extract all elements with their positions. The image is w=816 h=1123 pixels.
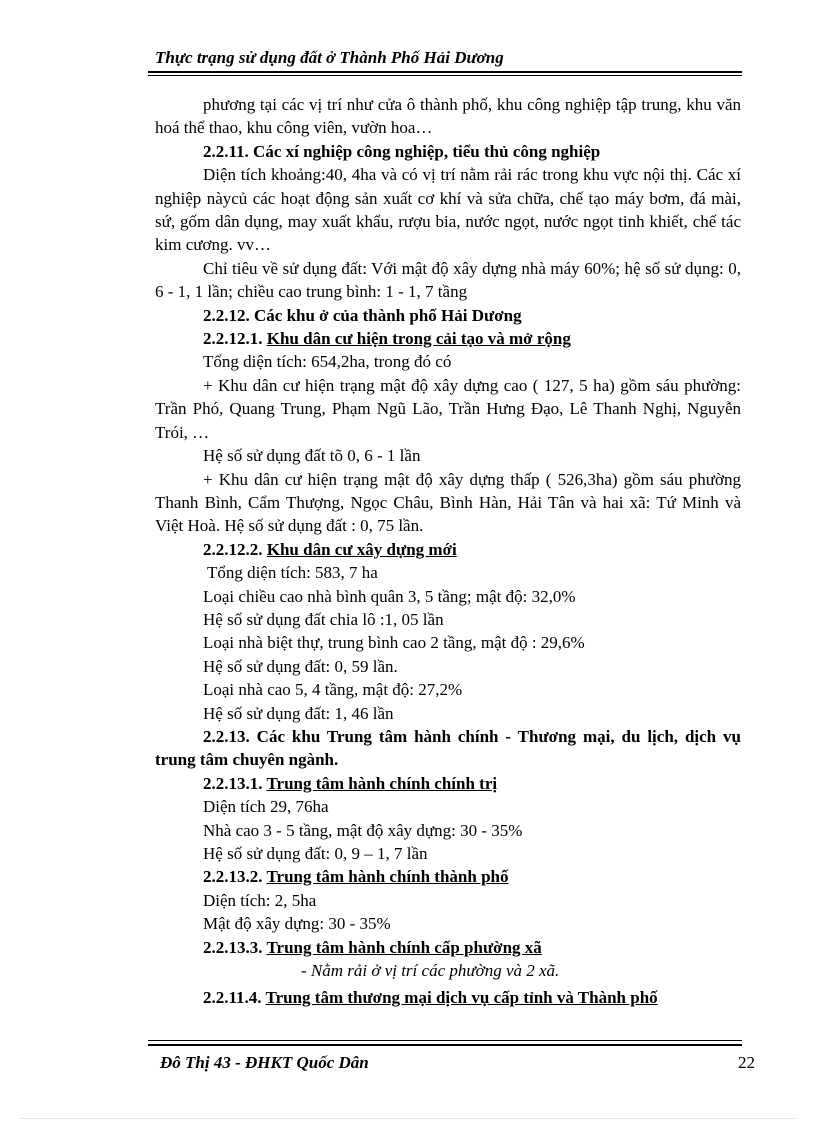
footer-rule-bottom — [148, 1044, 742, 1046]
section-heading: 2.2.11. Các xí nghiệp công nghiệp, tiểu thủ công nghiệp — [203, 141, 601, 161]
paragraph: Hệ số sử dụng đất chia lô :1, 05 lần — [203, 609, 444, 629]
page-body — [155, 93, 741, 1010]
section-heading: 2.2.13. Các khu Trung tâm hành chính - Thương mại, du lịch, dịch vụ trung tâm chuyên ngành. — [155, 726, 741, 770]
paragraph: + Khu dân cư hiện trạng mật độ xây dựng cao ( 127, 5 ha) gồm sáu phường: Trần Phó, Quang Trung, Phạm Ngũ Lão, Trần Hưng Đạo, Lê Thanh Nghị, Nguyễn Trói, … — [155, 375, 741, 442]
subsection-heading — [155, 538, 741, 561]
heading-number: 2.2.12.2. — [203, 539, 263, 559]
paragraph: Loại nhà cao 5, 4 tầng, mật độ: 27,2% — [203, 680, 463, 700]
paragraph: Hệ số sử dụng đất: 0, 59 lần. — [203, 656, 398, 676]
heading-number: 2.2.11.4. — [203, 988, 262, 1008]
heading-number: 2.2.12.1. — [203, 329, 263, 349]
paragraph: Diện tích: 2, 5ha — [203, 890, 317, 910]
subsection-heading — [155, 986, 741, 1009]
paragraph: Loại nhà biệt thự, trung bình cao 2 tầng, mật độ : 29,6% — [203, 633, 585, 653]
heading-text: Khu dân cư xây dựng mới — [266, 539, 457, 559]
paragraph: Chỉ tiêu về sử dụng đất: Với mật độ xây dựng nhà máy 60%; hệ số sử dụng: 0, 6 - 1, 1 lần; chiều cao trung bình: 1 - 1, 7 tầng — [155, 258, 741, 302]
heading-text: Trung tâm hành chính thành phố — [266, 867, 509, 887]
section-heading: 2.2.12. Các khu ở của thành phố Hải Dương — [203, 305, 522, 325]
heading-text: Trung tâm thương mại dịch vụ cấp tỉnh và Thành phố — [265, 988, 658, 1008]
paragraph: Tổng diện tích: 654,2ha, trong đó có — [203, 352, 452, 372]
paragraph: Diện tích khoảng:40, 4ha và có vị trí nằm rải rác trong khu vực nội thị. Các xí nghiệp nàycủ các hoạt động sản xuất cơ khí và sửa chữa, chế tạo máy bơm, đá mài, sứ, gốm dân dụng, may xuất khẩu, rượu bia, nước ngọt, nước ngọt tinh khiết, chế tác kim cương. vv… — [155, 165, 741, 255]
heading-text: Trung tâm hành chính chính trị — [266, 773, 498, 793]
paragraph: Mật độ xây dựng: 30 - 35% — [203, 914, 391, 934]
paragraph: Hệ số sử dụng đất: 1, 46 lần — [203, 703, 394, 723]
subsection-heading — [155, 936, 741, 959]
paragraph: phương tại các vị trí như cửa ô thành phố, khu công nghiệp tập trung, khu văn hoá thể thao, khu công viên, vườn hoa… — [155, 95, 741, 138]
heading-number: 2.2.13.1. — [203, 773, 263, 793]
page-edge-divider — [20, 1118, 796, 1119]
paragraph: Nhà cao 3 - 5 tầng, mật độ xây dựng: 30 - 35% — [203, 820, 523, 840]
heading-number: 2.2.13.3. — [203, 937, 263, 957]
heading-text: Khu dân cư hiện trong cải tạo và mở rộng — [266, 329, 571, 349]
running-footer: Đô Thị 43 - ĐHKT Quốc Dân — [160, 1053, 369, 1072]
page-number: 22 — [738, 1053, 755, 1072]
paragraph: Tổng diện tích: 583, 7 ha — [203, 563, 378, 583]
subsection-heading — [155, 865, 741, 888]
header-rule-bottom — [148, 75, 742, 76]
paragraph: Hệ số sử dụng đất tõ 0, 6 - 1 lần — [203, 446, 421, 466]
heading-number: 2.2.13.2. — [203, 867, 263, 887]
running-header: Thực trạng sử dụng đất ở Thành Phố Hải Dương — [155, 48, 504, 67]
paragraph: Diện tích 29, 76ha — [203, 797, 329, 817]
heading-text: Trung tâm hành chính cấp phường xã — [266, 937, 542, 957]
subsection-heading — [155, 772, 741, 795]
paragraph: + Khu dân cư hiện trạng mật độ xây dựng thấp ( 526,3ha) gồm sáu phường Thanh Bình, Cẩm Thượng, Ngọc Châu, Bình Hàn, Hải Tân và hai xã: Tứ Minh và Việt Hoà. Hệ số sử dụng đất : 0, 75 lần. — [155, 469, 741, 536]
paragraph: Hệ số sử dụng đất: 0, 9 – 1, 7 lần — [203, 844, 428, 863]
footer-rule-top — [148, 1040, 742, 1041]
header-rule-top — [148, 71, 742, 73]
subsection-heading — [155, 327, 741, 350]
italic-note: - Nằm rải ở vị trí các phường và 2 xã. — [301, 961, 560, 981]
paragraph: Loại chiều cao nhà bình quân 3, 5 tầng; mật độ: 32,0% — [203, 586, 576, 606]
